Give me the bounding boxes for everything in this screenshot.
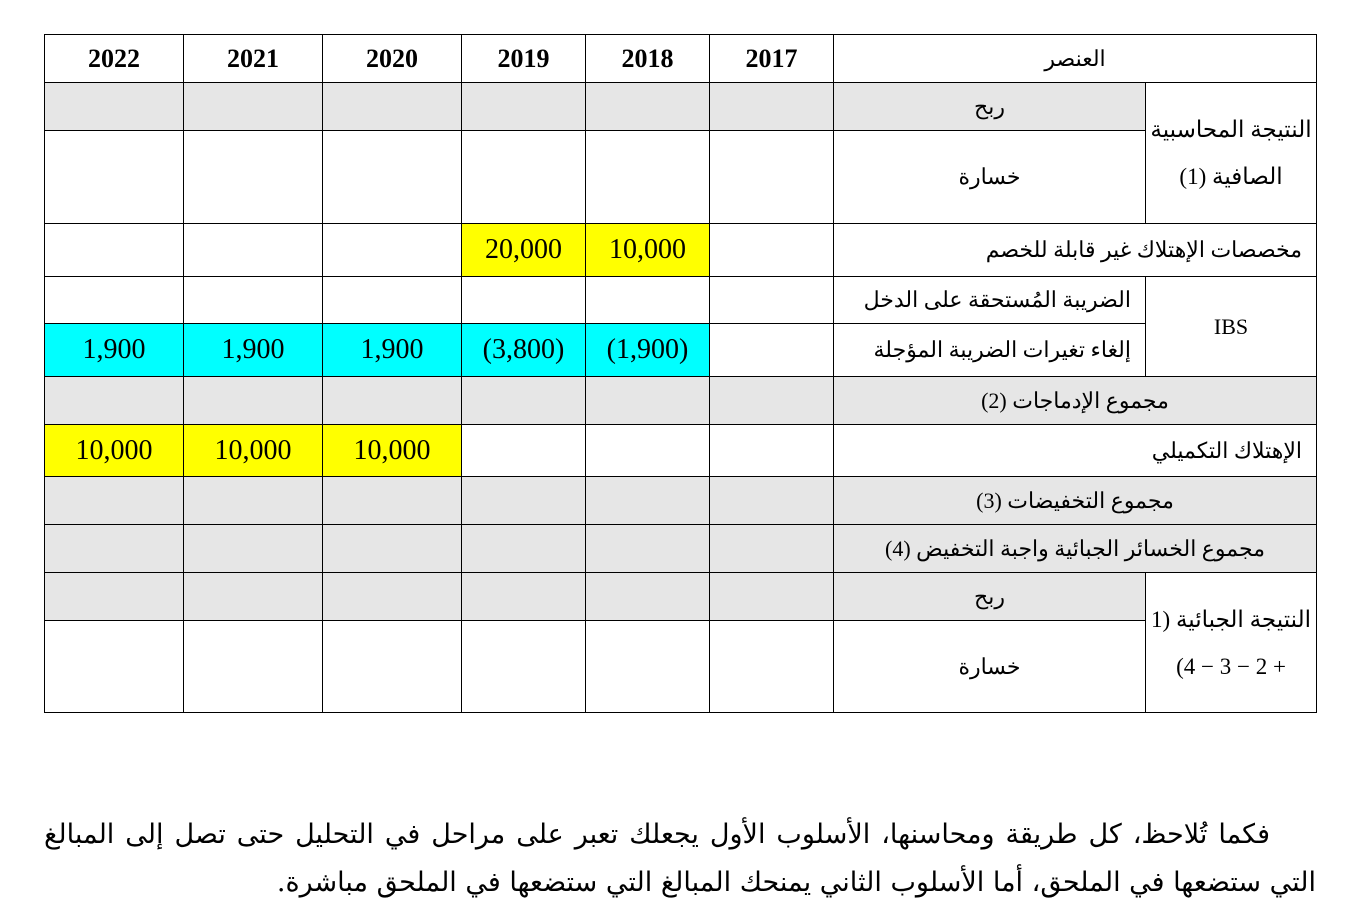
table-cell (184, 131, 323, 224)
tax-profit-label: ربح (834, 573, 1146, 621)
table-cell (184, 224, 323, 277)
table-cell (184, 377, 323, 425)
table-cell (586, 621, 710, 713)
additional-depreciation-row (45, 425, 1317, 477)
year-header-2020: 2020 (323, 35, 462, 83)
element-column-header: العنصر (834, 35, 1317, 83)
table-cell (710, 477, 834, 525)
total-tax-losses-row (45, 525, 1317, 573)
deferred-tax-2021-value: 1,900 (184, 324, 323, 377)
table-cell (323, 277, 462, 324)
depreciation-2018-value: 10,000 (586, 224, 710, 277)
table-cell (45, 277, 184, 324)
table-cell (184, 277, 323, 324)
table-cell (323, 83, 462, 131)
table-cell (586, 573, 710, 621)
deferred-tax-2022-value: 1,900 (45, 324, 184, 377)
table-cell (710, 324, 834, 377)
table-cell (45, 83, 184, 131)
year-header-2021: 2021 (184, 35, 323, 83)
table-cell (45, 377, 184, 425)
total-additions-label: مجموع الإدماجات (2) (834, 377, 1317, 425)
tax-result-loss-row (45, 621, 1317, 713)
depreciation-2019-value: 20,000 (462, 224, 586, 277)
tax-result-profit-row (45, 573, 1317, 621)
year-header-2022: 2022 (45, 35, 184, 83)
table-cell (462, 477, 586, 525)
table-cell (45, 573, 184, 621)
deferred-tax-2019-value: (3,800) (462, 324, 586, 377)
year-header-2019: 2019 (462, 35, 586, 83)
table-cell (45, 224, 184, 277)
accounting-loss-label: خسارة (834, 131, 1146, 224)
table-cell (586, 477, 710, 525)
table-cell (323, 377, 462, 425)
table-cell (323, 477, 462, 525)
table-cell (184, 573, 323, 621)
explanatory-paragraph (44, 811, 1316, 907)
table-cell (184, 525, 323, 573)
accounting-profit-label: ربح (834, 83, 1146, 131)
table-cell (586, 277, 710, 324)
deferred-tax-label: إلغاء تغيرات الضريبة المؤجلة (834, 324, 1146, 377)
table-cell (710, 377, 834, 425)
total-tax-losses-label: مجموع الخسائر الجبائية واجبة التخفيض (4) (834, 525, 1317, 573)
table-cell (462, 425, 586, 477)
table-cell (45, 131, 184, 224)
total-reductions-label: مجموع التخفيضات (3) (834, 477, 1317, 525)
income-tax-row (45, 277, 1317, 324)
table-cell (462, 277, 586, 324)
table-cell (323, 621, 462, 713)
table-cell (462, 83, 586, 131)
table-cell (710, 131, 834, 224)
table-cell (710, 573, 834, 621)
accounting-result-label: النتيجة المحاسبية الصافية (1) (1146, 83, 1317, 224)
year-header-2017: 2017 (710, 35, 834, 83)
year-header-2018: 2018 (586, 35, 710, 83)
ibs-label: IBS (1146, 277, 1317, 377)
paragraph-text: فكما تُلاحظ، كل طريقة ومحاسنها، الأسلوب الأول يجعلك تعبر على مراحل في التحليل حتى تصل إلى المبالغ التي ستضعها في الملحق، أما الأسلوب الثاني يمنحك المبالغ التي ستضعها في الملحق مباشرة. (44, 819, 1316, 898)
table-cell (710, 224, 834, 277)
table-cell (586, 131, 710, 224)
table-cell (710, 621, 834, 713)
table-cell (184, 477, 323, 525)
table-cell (323, 131, 462, 224)
tax-loss-label: خسارة (834, 621, 1146, 713)
table-cell (323, 224, 462, 277)
table-cell (586, 377, 710, 425)
additional-depreciation-2020-value: 10,000 (323, 425, 462, 477)
non-deductible-depreciation-row (45, 224, 1317, 277)
table-cell (586, 83, 710, 131)
table-cell (710, 525, 834, 573)
table-cell (45, 621, 184, 713)
additional-depreciation-2022-value: 10,000 (45, 425, 184, 477)
table-cell (45, 525, 184, 573)
income-tax-label: الضريبة المُستحقة على الدخل (834, 277, 1146, 324)
table-cell (586, 525, 710, 573)
accounting-result-loss-row (45, 131, 1317, 224)
header-row (45, 35, 1317, 83)
accounting-result-profit-row (45, 83, 1317, 131)
table-cell (323, 573, 462, 621)
table-cell (184, 83, 323, 131)
tax-reconciliation-table (44, 34, 1317, 713)
table-cell (323, 525, 462, 573)
table-cell (462, 131, 586, 224)
total-additions-row (45, 377, 1317, 425)
total-reductions-row (45, 477, 1317, 525)
additional-depreciation-2021-value: 10,000 (184, 425, 323, 477)
deferred-tax-row (45, 324, 1317, 377)
table-cell (710, 83, 834, 131)
table-cell (45, 477, 184, 525)
table-cell (710, 277, 834, 324)
table-cell (586, 425, 710, 477)
table-cell (710, 425, 834, 477)
table-cell (462, 377, 586, 425)
table-cell (462, 621, 586, 713)
non-deductible-depreciation-label: مخصصات الإهتلاك غير قابلة للخصم (834, 224, 1317, 277)
deferred-tax-2020-value: 1,900 (323, 324, 462, 377)
additional-depreciation-label: الإهتلاك التكميلي (834, 425, 1317, 477)
table-cell (184, 621, 323, 713)
tax-result-label: النتيجة الجبائية (1 + 2 − 3 − 4) (1146, 573, 1317, 713)
table-cell (462, 525, 586, 573)
deferred-tax-2018-value: (1,900) (586, 324, 710, 377)
table-cell (462, 573, 586, 621)
